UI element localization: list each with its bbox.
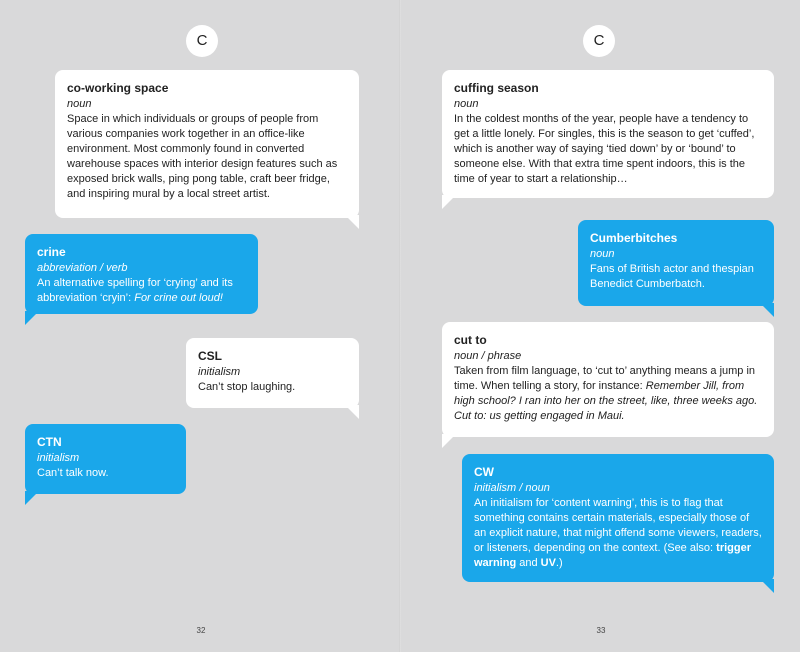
entry-part-of-speech: initialism (37, 452, 80, 464)
entry-definition: Can’t talk now. (37, 467, 109, 479)
right-page (400, 0, 800, 652)
entry-part-of-speech: noun (454, 98, 479, 110)
entry-definition (474, 496, 762, 571)
entry-term: CSL (198, 349, 222, 363)
bubble-tail (345, 405, 359, 419)
entry-term: CTN (37, 435, 62, 449)
entry-bubble-crine (25, 234, 258, 314)
entry-term: crine (37, 245, 66, 259)
entry-definition: Fans of British actor and thespian Benedict Cumberbatch. (590, 263, 754, 290)
entry-definition: Space in which individuals or groups of people from various companies work together in an office-like environment. Most commonly found in converted warehouse spaces with interior design features such as exposed brick walls, ping pong table, craft beer fridge, and inspiring mural by a local street artist. (67, 113, 338, 200)
definition-example: Remember Jill, from high school? I ran into her on the street, like, three weeks ago. Cut to: us getting engaged in Maui. (454, 380, 758, 422)
entry-bubble-co-working-space (55, 70, 359, 218)
entry-part-of-speech: abbreviation / verb (37, 262, 128, 274)
section-letter-badge: C (186, 25, 218, 57)
definition-example: For crine out loud! (134, 292, 223, 304)
entry-part-of-speech: noun (590, 248, 615, 260)
entry-bubble-cumberbitches (578, 220, 774, 306)
bubble-tail (442, 434, 456, 448)
entry-part-of-speech: initialism / noun (474, 482, 550, 494)
entry-part-of-speech: noun / phrase (454, 350, 522, 362)
bubble-tail (442, 195, 456, 209)
entry-term: co-working space (67, 81, 169, 95)
entry-term: cut to (454, 333, 487, 347)
section-letter-badge: C (583, 25, 615, 57)
bubble-tail (25, 311, 39, 325)
entry-bubble-ctn (25, 424, 186, 494)
entry-bubble-cw (462, 454, 774, 582)
entry-definition: Can’t stop laughing. (198, 381, 296, 393)
entry-part-of-speech: initialism (198, 366, 241, 378)
entry-term: CW (474, 465, 494, 479)
entry-bubble-cut-to (442, 322, 774, 437)
entry-definition (37, 276, 246, 306)
entry-part-of-speech: noun (67, 98, 92, 110)
bubble-tail (760, 579, 774, 593)
entry-definition: In the coldest months of the year, people have a tendency to get a little lonely. For singles, this is the season to get ‘cuffed’, which is another way of saying ‘tied down’ by or ‘bound’ to someone else. With that extra time spent indoors, this is the time of year to start a relationship… (454, 113, 755, 185)
entry-bubble-csl (186, 338, 359, 408)
definition-connector: and (516, 557, 541, 569)
bubble-tail (25, 491, 39, 505)
entry-term: cuffing season (454, 81, 539, 95)
definition-text: An initialism for ‘content warning’, this is to flag that something contains certain materials, especially those of an explicit nature, that might offend some viewers, readers, or listeners, depending on the context. (See also: (474, 497, 762, 554)
entry-term: Cumberbitches (590, 231, 678, 245)
entry-bubble-cuffing-season (442, 70, 774, 198)
entry-definition (454, 364, 762, 424)
definition-closing: .) (555, 557, 563, 569)
see-also-term: UV (540, 557, 556, 569)
see-also-term: trigger warning (474, 542, 751, 569)
page-number: 32 (196, 626, 206, 635)
bubble-tail (760, 303, 774, 317)
definition-text: Taken from film language, to ‘cut to’ anything means a jump in time. When telling a story, for instance: (454, 365, 756, 392)
bubble-tail (345, 215, 359, 229)
definition-text: An alternative spelling for ‘crying’ and its abbreviation ‘cryin’: (37, 277, 233, 304)
page-number: 33 (596, 626, 606, 635)
